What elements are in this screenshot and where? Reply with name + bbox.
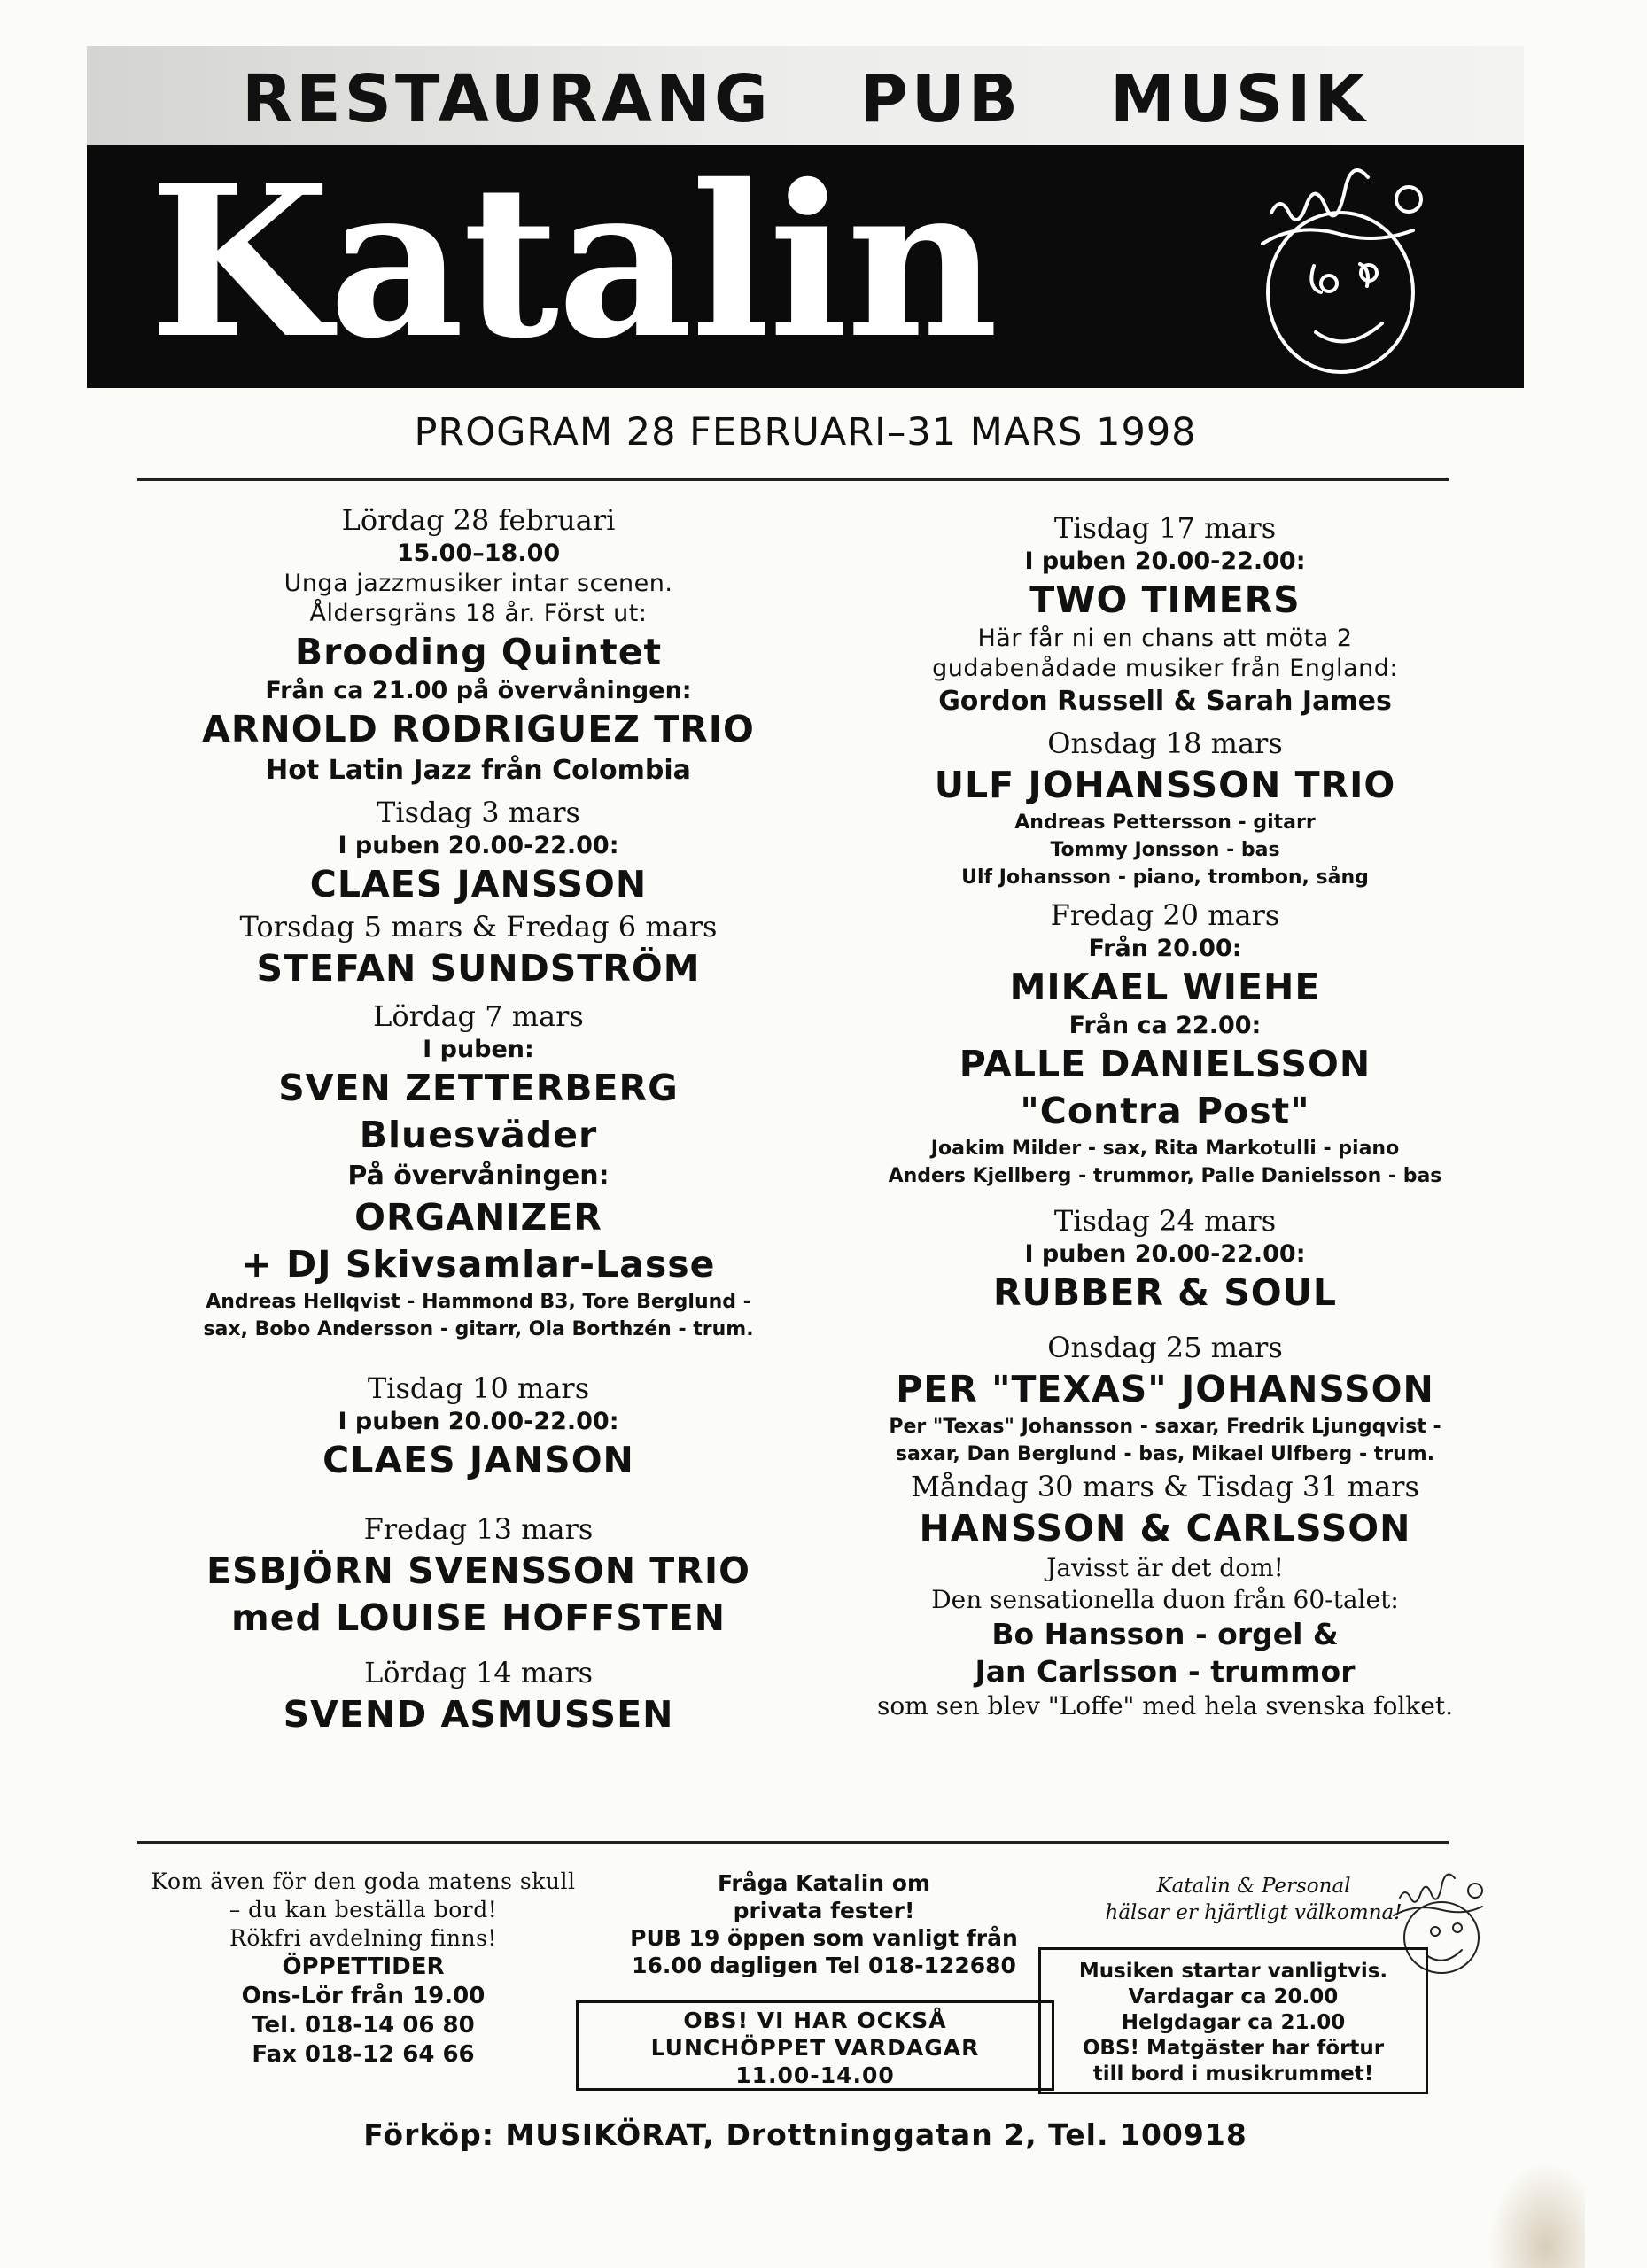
event-text: som sen blev "Loffe" med hela svenska folket. [877, 1691, 1453, 1720]
event-time: I puben 20.00-22.00: [338, 832, 619, 859]
event-date: Lördag 7 mars [373, 999, 584, 1033]
event-act: ORGANIZER [354, 1196, 602, 1239]
event-text: Javisst är det dom! [1046, 1553, 1284, 1582]
notice-line: OBS! VI HAR OCKSÅ [683, 2008, 947, 2033]
footer-text: Katalin & Personal [1156, 1875, 1351, 1898]
event-subtitle: Bo Hansson - orgel & [991, 1617, 1339, 1651]
event-date: Tisdag 3 mars [377, 796, 580, 829]
event-act: Brooding Quintet [294, 631, 663, 673]
event-text: Här får ni en chans att möta 2 [977, 625, 1353, 652]
event-act: PER "TEXAS" JOHANSSON [896, 1368, 1434, 1410]
lunch-notice-box [576, 2000, 1054, 2091]
event-lineup: Anders Kjellberg - trummor, Palle Danielsson - bas [888, 1165, 1442, 1187]
event-lineup: Andreas Pettersson - gitarr [1014, 812, 1316, 834]
band-word: PUB [859, 61, 1022, 137]
event-date: Lördag 14 mars [363, 1656, 594, 1689]
notice-line: 11.00-14.00 [735, 2062, 895, 2088]
event-text: Den sensationella duon från 60-talet: [931, 1585, 1399, 1614]
divider-top [137, 478, 1449, 481]
event-act: Bluesväder [359, 1114, 598, 1156]
footer-text: hälsar er hjärtligt välkomna! [1105, 1901, 1402, 1924]
footer-text: – du kan beställa bord! [229, 1897, 498, 1922]
event-lineup: Joakim Milder - sax, Rita Markotulli - piano [930, 1138, 1400, 1160]
footer-text: PUB 19 öppen som vanligt från [630, 1925, 1018, 1951]
event-act: SVEN ZETTERBERG [278, 1067, 679, 1109]
program-title: PROGRAM 28 FEBRUARI–31 MARS 1998 [414, 410, 1197, 454]
event-act: MIKAEL WIEHE [1009, 966, 1321, 1008]
phone-number: Tel. 018-14 06 80 [252, 2012, 475, 2039]
event-time: I puben 20.00-22.00: [338, 1408, 619, 1435]
event-date: Torsdag 5 mars & Fredag 6 mars [239, 910, 718, 944]
event-act: RUBBER & SOUL [992, 1271, 1338, 1314]
event-act: med LOUISE HOFFSTEN [230, 1596, 726, 1639]
fax-number: Fax 018-12 64 66 [252, 2041, 475, 2068]
band-word: MUSIK [1109, 61, 1369, 137]
presale-info: Förköp: MUSIKÖRAT, Drottninggatan 2, Tel. 100918 [363, 2117, 1247, 2152]
event-lineup: Per "Texas" Johansson - saxar, Fredrik Ljungqvist - [889, 1416, 1441, 1438]
event-time: I puben: [423, 1036, 534, 1063]
event-time: Från ca 21.00 på övervåningen: [265, 677, 692, 704]
event-lineup: Andreas Hellqvist - Hammond B3, Tore Berglund - [206, 1291, 751, 1313]
music-start-box [1038, 1947, 1428, 2094]
event-act: CLAES JANSON [322, 1439, 634, 1481]
event-time: Från ca 22.00: [1068, 1012, 1262, 1039]
event-date: Fredag 20 mars [1050, 898, 1280, 932]
opening-hours-heading: ÖPPETTIDER [282, 1953, 445, 1980]
event-act: CLAES JANSSON [309, 863, 648, 905]
notice-line: LUNCHÖPPET VARDAGAR [650, 2035, 980, 2061]
event-time: Från 20.00: [1088, 935, 1242, 962]
event-date: Måndag 30 mars & Tisdag 31 mars [911, 1470, 1419, 1503]
event-date: Tisdag 17 mars [1053, 511, 1277, 545]
event-act: PALLE DANIELSSON [959, 1043, 1371, 1085]
event-act: SVEND ASMUSSEN [283, 1693, 674, 1736]
event-date: Onsdag 18 mars [1047, 726, 1283, 760]
event-date: Fredag 13 mars [363, 1512, 594, 1546]
notice-line: Musiken startar vanligtvis. [1078, 1960, 1388, 1983]
event-lineup: Tommy Jonsson - bas [1050, 839, 1280, 861]
program-column-left [124, 501, 833, 1738]
event-subtitle: Gordon Russell & Sarah James [938, 686, 1392, 717]
event-date: Lördag 28 februari [341, 503, 616, 537]
event-act: ULF JOHANSSON TRIO [934, 764, 1396, 806]
event-lineup: saxar, Dan Berglund - bas, Mikael Ulfberg - trum. [895, 1443, 1435, 1465]
program-column-right [815, 509, 1515, 1722]
event-subtitle: Jan Carlsson - trummor [975, 1654, 1356, 1689]
notice-line: till bord i musikrummet! [1092, 2062, 1374, 2085]
opening-hours: Ons-Lör från 19.00 [241, 1983, 486, 2009]
smiley-face-icon [1245, 159, 1431, 381]
event-note: På övervåningen: [347, 1161, 610, 1192]
event-lineup: Ulf Johansson - piano, trombon, sång [961, 866, 1369, 889]
notice-line: Helgdagar ca 21.00 [1121, 2011, 1346, 2034]
event-date: Tisdag 10 mars [367, 1371, 590, 1405]
footer-private-parties [567, 1869, 1081, 1979]
logo-text: Katalin [149, 138, 997, 384]
event-subtitle: Hot Latin Jazz från Colombia [266, 755, 691, 786]
paper-stain [1488, 2162, 1585, 2268]
event-act: + DJ Skivsamlar-Lasse [241, 1243, 716, 1285]
event-lineup: sax, Bobo Andersson - gitarr, Ola Borthzén - trum. [203, 1318, 754, 1340]
divider-bottom [137, 1841, 1449, 1844]
band-word: RESTAURANG [242, 61, 772, 137]
footer-text: Kom även för den goda matens skull [151, 1868, 576, 1894]
event-time: I puben 20.00-22.00: [1024, 548, 1306, 575]
notice-line: OBS! Matgäster har förtur [1082, 2037, 1385, 2060]
event-text: Unga jazzmusiker intar scenen. [284, 570, 673, 597]
footer-opening-hours [133, 1868, 594, 2070]
footer-text: 16.00 dagligen Tel 018-122680 [632, 1953, 1016, 1978]
footer-text: Fråga Katalin om [717, 1870, 931, 1896]
event-date: Tisdag 24 mars [1053, 1204, 1277, 1238]
event-act: HANSSON & CARLSSON [919, 1507, 1411, 1550]
footer-text: privata fester! [733, 1898, 915, 1923]
event-time: 15.00–18.00 [396, 540, 561, 567]
event-act: TWO TIMERS [1029, 579, 1301, 621]
notice-line: Vardagar ca 20.00 [1128, 1985, 1339, 2008]
event-time: I puben 20.00-22.00: [1024, 1240, 1306, 1268]
event-act: ARNOLD RODRIGUEZ TRIO [202, 708, 755, 750]
event-text: gudabenådade musiker från England: [932, 655, 1398, 682]
event-date: Onsdag 25 mars [1047, 1331, 1283, 1364]
event-text: Åldersgräns 18 år. Först ut: [309, 600, 648, 627]
event-act: ESBJÖRN SVENSSON TRIO [206, 1550, 750, 1592]
header-band-title [87, 53, 1524, 145]
event-act: STEFAN SUNDSTRÖM [256, 947, 701, 990]
footer-text: Rökfri avdelning finns! [229, 1925, 497, 1951]
event-act: "Contra Post" [1020, 1090, 1310, 1132]
